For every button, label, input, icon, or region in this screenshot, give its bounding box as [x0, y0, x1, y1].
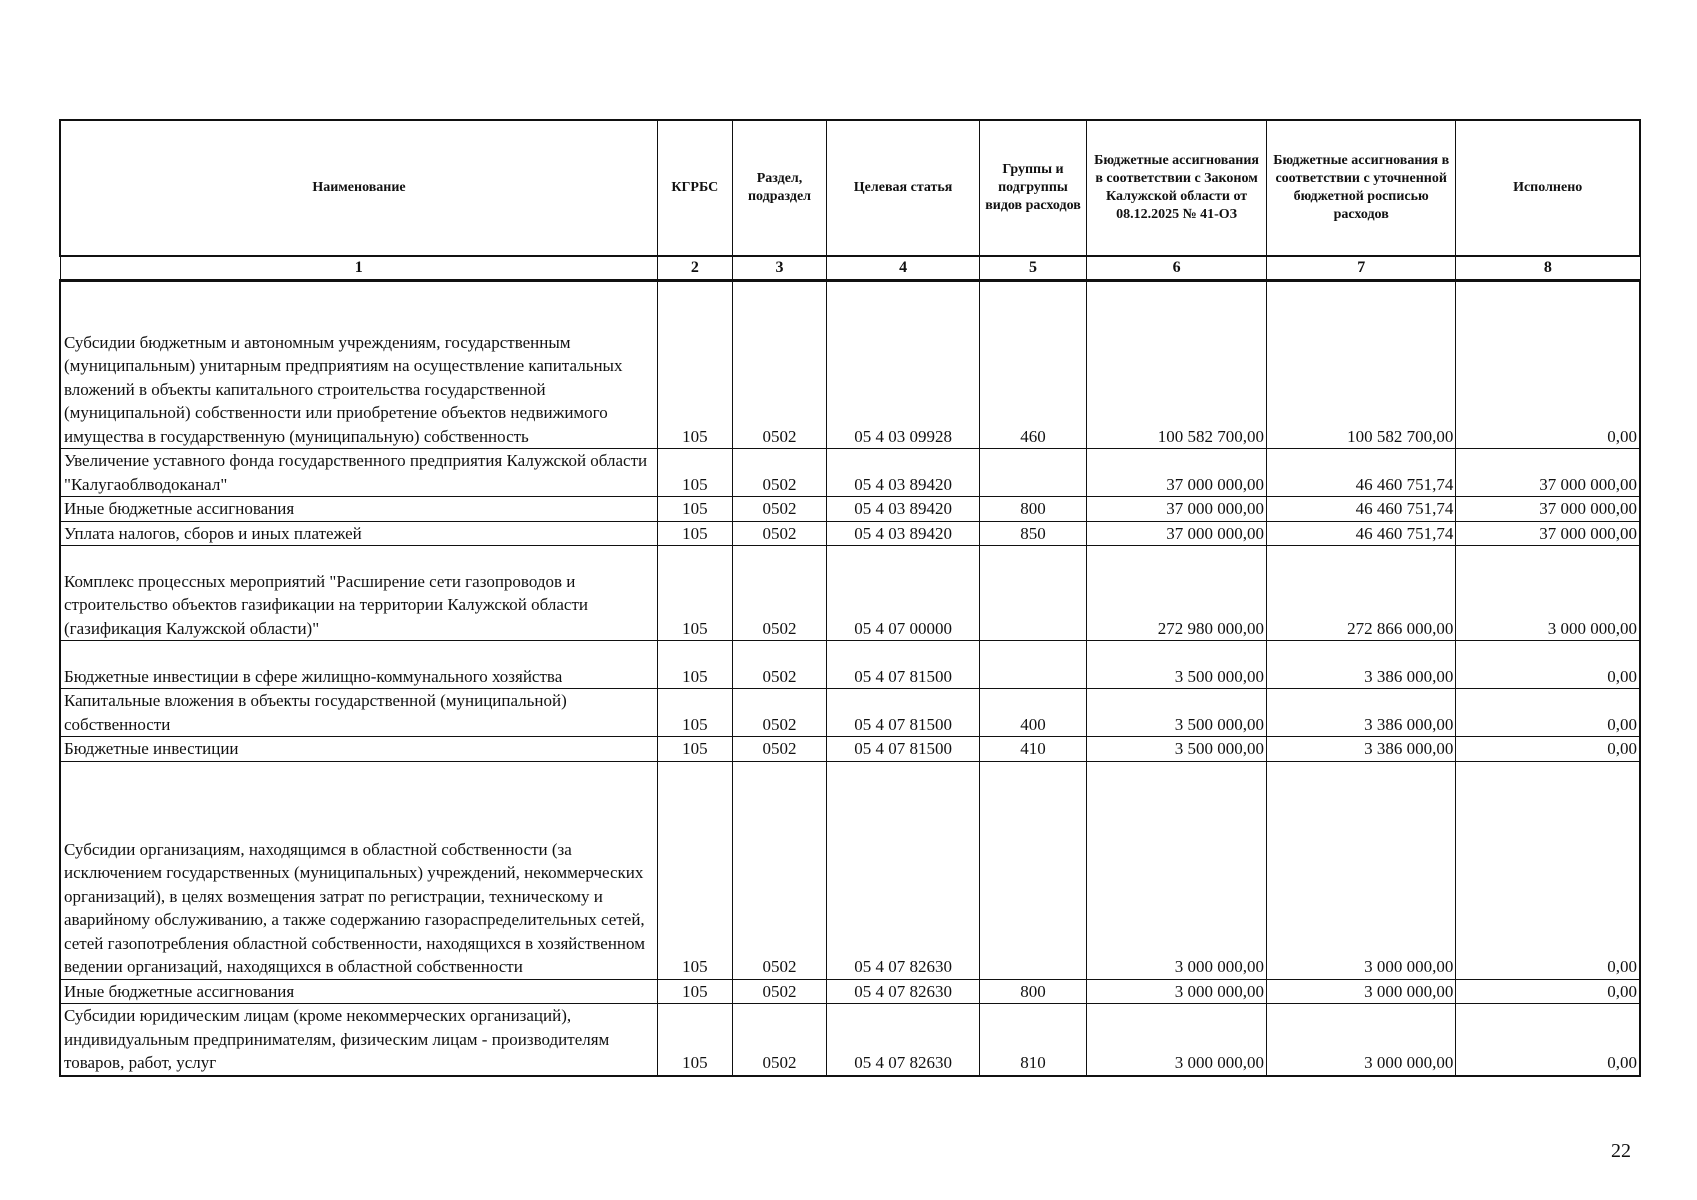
row-section: 0502 [732, 761, 827, 979]
row-name: Иные бюджетные ассигнования [60, 497, 657, 522]
table-row [60, 689, 1640, 737]
row-updated-allocation: 46 460 751,74 [1267, 521, 1456, 546]
header-kgrbs: КГРБС [657, 120, 732, 256]
row-section: 0502 [732, 641, 827, 689]
header-section: Раздел, подраздел [732, 120, 827, 256]
row-section: 0502 [732, 737, 827, 762]
row-updated-allocation: 272 866 000,00 [1267, 546, 1456, 641]
row-section: 0502 [732, 979, 827, 1004]
row-kgrbs: 105 [657, 641, 732, 689]
table-row [60, 1004, 1640, 1076]
row-updated-allocation: 100 582 700,00 [1267, 281, 1456, 449]
row-expense-group [979, 641, 1086, 689]
table-row [60, 546, 1640, 641]
header-updated-allocation: Бюджетные ассигнования в соответствии с уточненной бюджетной росписью расходов [1267, 120, 1456, 256]
row-updated-allocation: 3 386 000,00 [1267, 737, 1456, 762]
table-row [60, 281, 1640, 449]
row-kgrbs: 105 [657, 979, 732, 1004]
row-executed: 0,00 [1456, 761, 1640, 979]
row-kgrbs: 105 [657, 449, 732, 497]
row-target-article: 05 4 07 81500 [827, 641, 980, 689]
header-target-article: Целевая статья [827, 120, 980, 256]
column-number: 8 [1456, 256, 1640, 281]
column-number: 7 [1267, 256, 1456, 281]
row-section: 0502 [732, 546, 827, 641]
row-expense-group: 460 [979, 281, 1086, 449]
row-name: Увеличение уставного фонда государственного предприятия Калужской области "Калугаоблводоканал" [60, 449, 657, 497]
row-kgrbs: 105 [657, 521, 732, 546]
row-updated-allocation: 3 000 000,00 [1267, 761, 1456, 979]
row-executed: 0,00 [1456, 979, 1640, 1004]
table-row [60, 761, 1640, 979]
row-target-article: 05 4 03 89420 [827, 497, 980, 522]
row-kgrbs: 105 [657, 497, 732, 522]
row-expense-group: 850 [979, 521, 1086, 546]
row-updated-allocation: 3 386 000,00 [1267, 641, 1456, 689]
row-updated-allocation: 46 460 751,74 [1267, 497, 1456, 522]
row-law-allocation: 100 582 700,00 [1087, 281, 1267, 449]
row-law-allocation: 3 500 000,00 [1087, 641, 1267, 689]
row-updated-allocation: 3 386 000,00 [1267, 689, 1456, 737]
header-name: Наименование [60, 120, 657, 256]
row-expense-group [979, 449, 1086, 497]
row-target-article: 05 4 07 81500 [827, 689, 980, 737]
row-target-article: 05 4 07 82630 [827, 1004, 980, 1076]
header-law-allocation: Бюджетные ассигнования в соответствии с Законом Калужской области от 08.12.2025 № 41-ОЗ [1087, 120, 1267, 256]
row-target-article: 05 4 03 89420 [827, 521, 980, 546]
row-expense-group: 400 [979, 689, 1086, 737]
row-law-allocation: 3 000 000,00 [1087, 979, 1267, 1004]
row-law-allocation: 3 000 000,00 [1087, 1004, 1267, 1076]
row-law-allocation: 37 000 000,00 [1087, 497, 1267, 522]
row-section: 0502 [732, 689, 827, 737]
row-executed: 0,00 [1456, 689, 1640, 737]
row-section: 0502 [732, 497, 827, 522]
row-kgrbs: 105 [657, 737, 732, 762]
row-kgrbs: 105 [657, 761, 732, 979]
row-name: Комплекс процессных мероприятий "Расширение сети газопроводов и строительство объектов газификации на территории Калужской области (газификация Калужской области)" [60, 546, 657, 641]
row-target-article: 05 4 07 82630 [827, 761, 980, 979]
header-row [60, 120, 1640, 256]
row-expense-group [979, 546, 1086, 641]
header-executed: Исполнено [1456, 120, 1640, 256]
row-executed: 0,00 [1456, 1004, 1640, 1076]
column-number: 1 [60, 256, 657, 281]
row-section: 0502 [732, 281, 827, 449]
column-number: 4 [827, 256, 980, 281]
column-number-row [60, 256, 1640, 281]
row-law-allocation: 37 000 000,00 [1087, 521, 1267, 546]
row-law-allocation: 3 500 000,00 [1087, 737, 1267, 762]
row-executed: 37 000 000,00 [1456, 497, 1640, 522]
column-number: 3 [732, 256, 827, 281]
row-target-article: 05 4 03 89420 [827, 449, 980, 497]
row-updated-allocation: 3 000 000,00 [1267, 1004, 1456, 1076]
row-name: Иные бюджетные ассигнования [60, 979, 657, 1004]
row-expense-group: 800 [979, 979, 1086, 1004]
row-executed: 37 000 000,00 [1456, 449, 1640, 497]
row-section: 0502 [732, 1004, 827, 1076]
row-target-article: 05 4 07 81500 [827, 737, 980, 762]
row-name: Субсидии бюджетным и автономным учреждениям, государственным (муниципальным) унитарным предприятиям на осуществление капитальных вложений в объекты капитального строительства государственной (муниципальной) собственности или приобретение объектов недвижимого имущества в государственную (муниципальную) собственность [60, 281, 657, 449]
row-executed: 0,00 [1456, 281, 1640, 449]
row-expense-group: 410 [979, 737, 1086, 762]
row-name: Капитальные вложения в объекты государственной (муниципальной) собственности [60, 689, 657, 737]
row-expense-group: 810 [979, 1004, 1086, 1076]
table-row [60, 497, 1640, 522]
table-row [60, 521, 1640, 546]
row-name: Уплата налогов, сборов и иных платежей [60, 521, 657, 546]
column-number: 5 [979, 256, 1086, 281]
row-kgrbs: 105 [657, 1004, 732, 1076]
row-updated-allocation: 3 000 000,00 [1267, 979, 1456, 1004]
table-row [60, 737, 1640, 762]
row-kgrbs: 105 [657, 689, 732, 737]
row-kgrbs: 105 [657, 546, 732, 641]
header-expense-group: Группы и подгруппы видов расходов [979, 120, 1086, 256]
row-target-article: 05 4 07 82630 [827, 979, 980, 1004]
row-kgrbs: 105 [657, 281, 732, 449]
table-row [60, 641, 1640, 689]
row-law-allocation: 3 500 000,00 [1087, 689, 1267, 737]
row-executed: 0,00 [1456, 737, 1640, 762]
table-row [60, 979, 1640, 1004]
column-number: 2 [657, 256, 732, 281]
row-executed: 0,00 [1456, 641, 1640, 689]
row-law-allocation: 3 000 000,00 [1087, 761, 1267, 979]
table-row [60, 449, 1640, 497]
row-target-article: 05 4 03 09928 [827, 281, 980, 449]
row-name: Бюджетные инвестиции в сфере жилищно-коммунального хозяйства [60, 641, 657, 689]
row-law-allocation: 37 000 000,00 [1087, 449, 1267, 497]
row-target-article: 05 4 07 00000 [827, 546, 980, 641]
row-law-allocation: 272 980 000,00 [1087, 546, 1267, 641]
row-name: Субсидии юридическим лицам (кроме некоммерческих организаций), индивидуальным предпринимателям, физическим лицам - производителям товаров, работ, услуг [60, 1004, 657, 1076]
row-executed: 3 000 000,00 [1456, 546, 1640, 641]
row-section: 0502 [732, 449, 827, 497]
column-number: 6 [1087, 256, 1267, 281]
row-expense-group [979, 761, 1086, 979]
row-executed: 37 000 000,00 [1456, 521, 1640, 546]
page-number: 22 [1611, 1140, 1631, 1162]
row-section: 0502 [732, 521, 827, 546]
row-name: Бюджетные инвестиции [60, 737, 657, 762]
row-updated-allocation: 46 460 751,74 [1267, 449, 1456, 497]
budget-table [59, 119, 1641, 1077]
row-expense-group: 800 [979, 497, 1086, 522]
row-name: Субсидии организациям, находящимся в областной собственности (за исключением государственных (муниципальных) учреждений, некоммерческих организаций), в целях возмещения затрат по регистрации, техническому и аварийному обслуживанию, а также содержанию газораспределительных сетей, сетей газопотребления областной собственности, находящихся в хозяйственном ведении организаций, находящихся в областной собственности [60, 761, 657, 979]
